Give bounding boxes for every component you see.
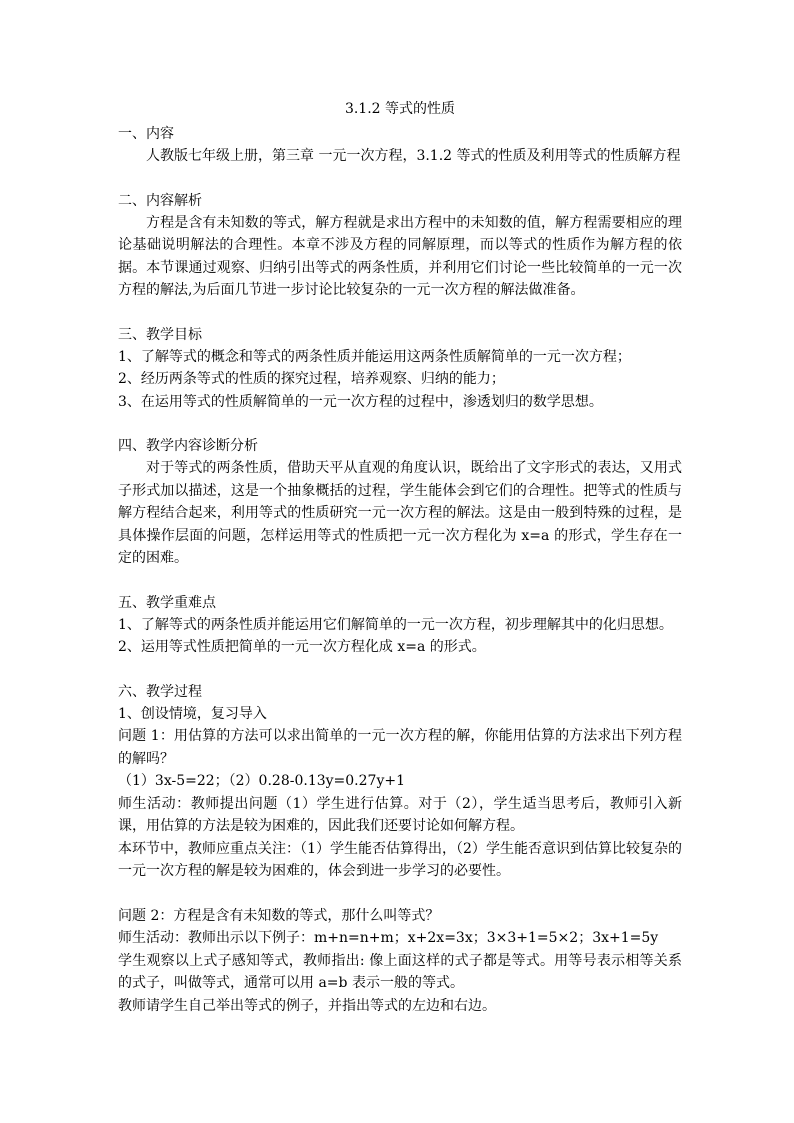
section-heading: 三、教学目标 [118, 326, 202, 343]
section-diagnosis [118, 435, 682, 570]
process-line: 问题 2：方程是含有未知数的等式，那什么叫等式？ [118, 907, 440, 924]
section-paragraph: 对于等式的两条性质，借助天平从直观的角度认识，既给出了文字形式的表达，又用式子形式加以描述，这是一个抽象概括的过程，学生能体会到它们的合理性。把等式的性质与解方程结合起来，利用等式的性质研究一元一次方程的解法。这是由一般到特殊的过程，是具体操作层面的问题，怎样运用等式的性质把一元一次方程化为 x=a 的形式，学生存在一定的困难。 [118, 460, 682, 566]
process-line: 1、创设情境，复习导入 [118, 705, 267, 722]
section-content-analysis [118, 190, 682, 302]
key-point-item: 1、了解等式的两条性质并能运用它们解简单的一元一次方程，初步理解其中的化归思想。 [118, 616, 673, 633]
goal-item: 3、在运用等式的性质解简单的一元一次方程的过程中，渗透划归的数学思想。 [118, 393, 603, 410]
section-key-points [118, 592, 682, 659]
section-content [118, 123, 682, 168]
section-paragraph: 人教版七年级上册，第三章 一元一次方程，3.1.2 等式的性质及利用等式的性质解方程 [146, 148, 681, 164]
section-heading: 二、内容解析 [118, 192, 202, 209]
section-heading: 五、教学重难点 [118, 594, 216, 611]
question-2-block [118, 905, 682, 1018]
section-teaching-process [118, 681, 682, 883]
document-title: 3.1.2 等式的性质 [344, 101, 456, 117]
section-heading: 一、内容 [118, 126, 174, 142]
section-heading: 六、教学过程 [118, 683, 202, 700]
process-line: （1）3x-5=22；（2）0.28-0.13y=0.27y+1 [118, 773, 405, 789]
process-line: 师生活动：教师提出问题（1）学生进行估算。对于（2），学生适当思考后，教师引入新课，用估算的方法是较为困难的，因此我们还要讨论如何解方程。 [118, 795, 682, 834]
goal-item: 2、经历两条等式的性质的探究过程，培养观察、归纳的能力； [118, 371, 505, 387]
process-line: 教师请学生自己举出等式的例子，并指出等式的左边和右边。 [118, 997, 496, 1014]
process-line: 学生观察以上式子感知等式，教师指出: 像上面这样的式子都是等式。用等号表示相等关系的式子，叫做等式，通常可以用 a=b 表示一般的等式。 [118, 952, 682, 991]
section-paragraph: 方程是含有未知数的等式，解方程就是求出方程中的未知数的值，解方程需要相应的理论基础说明解法的合理性。本章不涉及方程的同解原理，而以等式的性质作为解方程的依据。本节课通过观察、归纳引出等式的两条性质，并利用它们讨论一些比较简单的一元一次方程的解法,为后面几节进一步讨论比较复杂的一元一次方程的解法做准备。 [118, 214, 682, 298]
section-teaching-goals [118, 324, 682, 414]
process-line: 本环节中，教师应重点关注：（1）学生能否估算得出，（2）学生能否意识到估算比较复杂的一元一次方程的解是较为困难的，体会到进一步学习的必要性。 [118, 840, 682, 879]
goal-item: 1、了解等式的概念和等式的两条性质并能运用这两条性质解简单的一元一次方程； [118, 348, 631, 365]
section-heading: 四、教学内容诊断分析 [118, 438, 258, 454]
process-line: 师生活动：教师出示以下例子：m+n=n+m；x+2x=3x；3×3+1=5×2；3x+1=5y [118, 930, 659, 946]
process-line: 问题 1：用估算的方法可以求出简单的一元一次方程的解，你能用估算的方法求出下列方程的解吗？ [118, 728, 682, 767]
key-point-item: 2、运用等式性质把简单的一元一次方程化成 x=a 的形式。 [118, 639, 486, 655]
